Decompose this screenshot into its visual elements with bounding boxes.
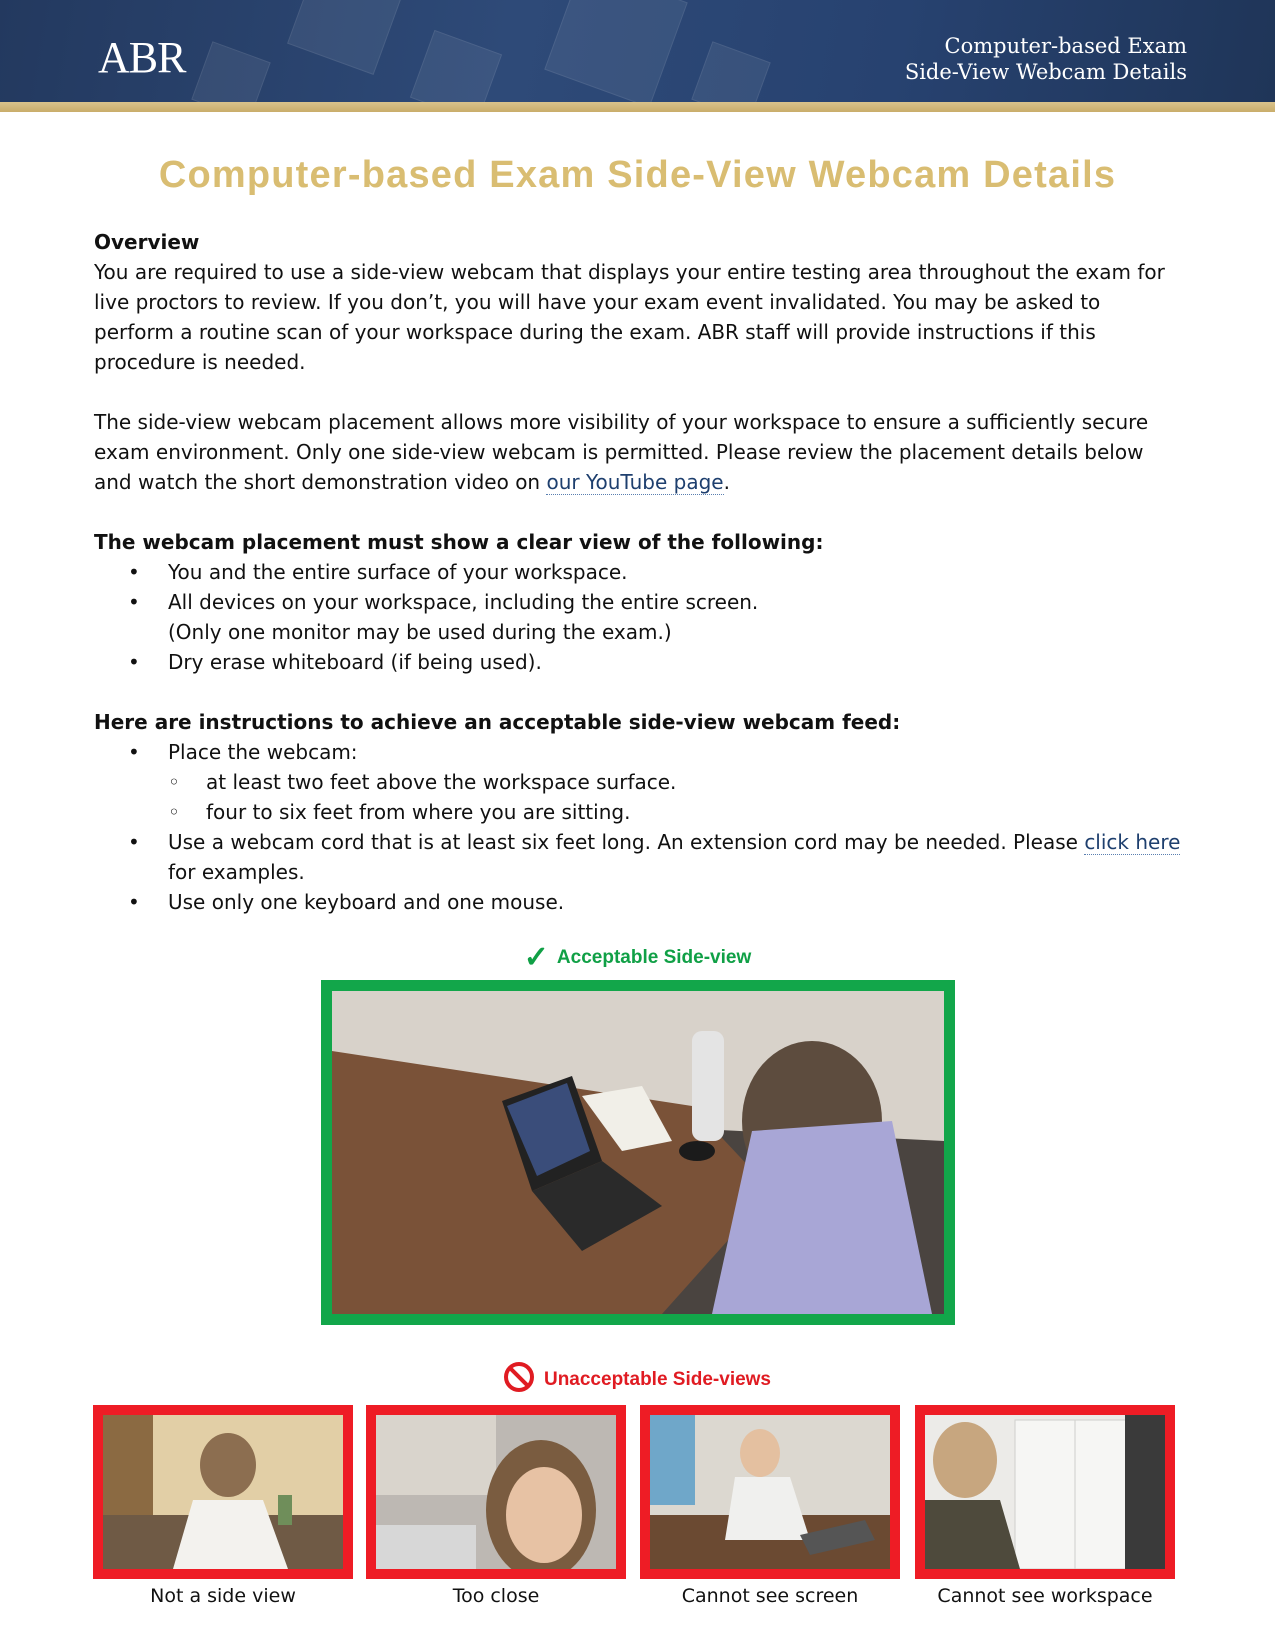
list-item	[94, 587, 1184, 647]
caption-cannot-see-screen: Cannot see screen	[681, 1585, 859, 1607]
sub-list-item: ◦ at least two feet above the workspace surface.	[168, 767, 1184, 797]
decor-cube	[691, 41, 770, 102]
check-icon: ✓	[523, 941, 549, 974]
unacceptable-photo-not-side-view	[93, 1405, 353, 1579]
acceptable-label-text: Acceptable Side-view	[556, 947, 752, 968]
unacceptable-photo-too-close	[366, 1405, 626, 1579]
decor-cube	[191, 41, 270, 102]
header-title-line2: Side-View Webcam Details	[904, 60, 1187, 84]
caption-too-close: Too close	[452, 1585, 540, 1607]
header-title-line1: Computer-based Exam	[944, 34, 1187, 58]
list-item	[94, 737, 1184, 827]
decor-cube	[410, 30, 502, 102]
list-item-text: All devices on your workspace, including the entire screen.	[168, 590, 759, 614]
list-item	[94, 827, 1184, 887]
sub-list	[168, 767, 1184, 827]
acceptable-side-view-photo	[321, 980, 955, 1325]
period-text: .	[723, 470, 730, 494]
unacceptable-label-text: Unacceptable Side-views	[543, 1369, 772, 1390]
placement-paragraph	[94, 407, 1184, 497]
photo-scene	[103, 1415, 343, 1569]
overview-paragraph: You are required to use a side-view webcam that displays your entire testing area throughout the exam for live proctors to review. If you don’t, you will have your exam event invalidated. You may be asked to perform a routine scan of your workspace during the exam. ABR staff will provide instructions if this procedure is needed.	[94, 260, 1165, 374]
list-item: • You and the entire surface of your workspace.	[94, 557, 1184, 587]
photo-scene	[376, 1415, 616, 1569]
list-item-text: Use a webcam cord that is at least six feet long. An extension cord may be needed. Please	[168, 830, 1085, 854]
list-item: • Dry erase whiteboard (if being used).	[94, 647, 1184, 677]
header-title	[905, 33, 1187, 85]
instructions-list	[94, 737, 1184, 917]
photo-scene	[650, 1415, 890, 1569]
page-title: Computer-based Exam Side-View Webcam Details	[158, 154, 1117, 196]
overview-heading: Overview	[94, 230, 200, 254]
no-entry-icon	[504, 1362, 534, 1392]
photo-scene	[925, 1415, 1165, 1569]
list-item-text: for examples.	[168, 860, 305, 884]
click-here-link[interactable]: click here	[1084, 830, 1181, 854]
placement-list	[94, 557, 1184, 677]
placement-heading: The webcam placement must show a clear view of the following:	[94, 530, 824, 554]
unacceptable-label	[0, 1362, 1275, 1392]
gold-divider	[0, 102, 1275, 112]
caption-not-side-view: Not a side view	[150, 1585, 296, 1607]
instructions-heading: Here are instructions to achieve an acceptable side-view webcam feed:	[94, 710, 901, 734]
sub-list-item: ◦ four to six feet from where you are sitting.	[168, 797, 1184, 827]
list-item: • Use only one keyboard and one mouse.	[94, 887, 1184, 917]
youtube-link[interactable]: our YouTube page	[546, 470, 724, 494]
unacceptable-photo-cannot-see-workspace	[915, 1405, 1175, 1579]
list-item-text: Place the webcam:	[168, 740, 358, 764]
decor-cube	[544, 0, 688, 102]
photo-scene	[332, 991, 944, 1314]
placement-text: The side-view webcam placement allows more visibility of your workspace to ensure a sufficiently secure exam environment. Only one side-view webcam is permitted. Please review the placement details below and watch the short demonstration video on	[94, 410, 1149, 494]
decor-cube	[287, 0, 405, 75]
unacceptable-photo-cannot-see-screen	[640, 1405, 900, 1579]
list-item-note: (Only one monitor may be used during the exam.)	[168, 620, 672, 644]
abr-logo: ABR	[98, 33, 186, 82]
caption-cannot-see-workspace: Cannot see workspace	[937, 1585, 1153, 1607]
header-banner	[0, 0, 1275, 102]
acceptable-label	[0, 940, 1275, 975]
main-content	[94, 227, 1184, 917]
